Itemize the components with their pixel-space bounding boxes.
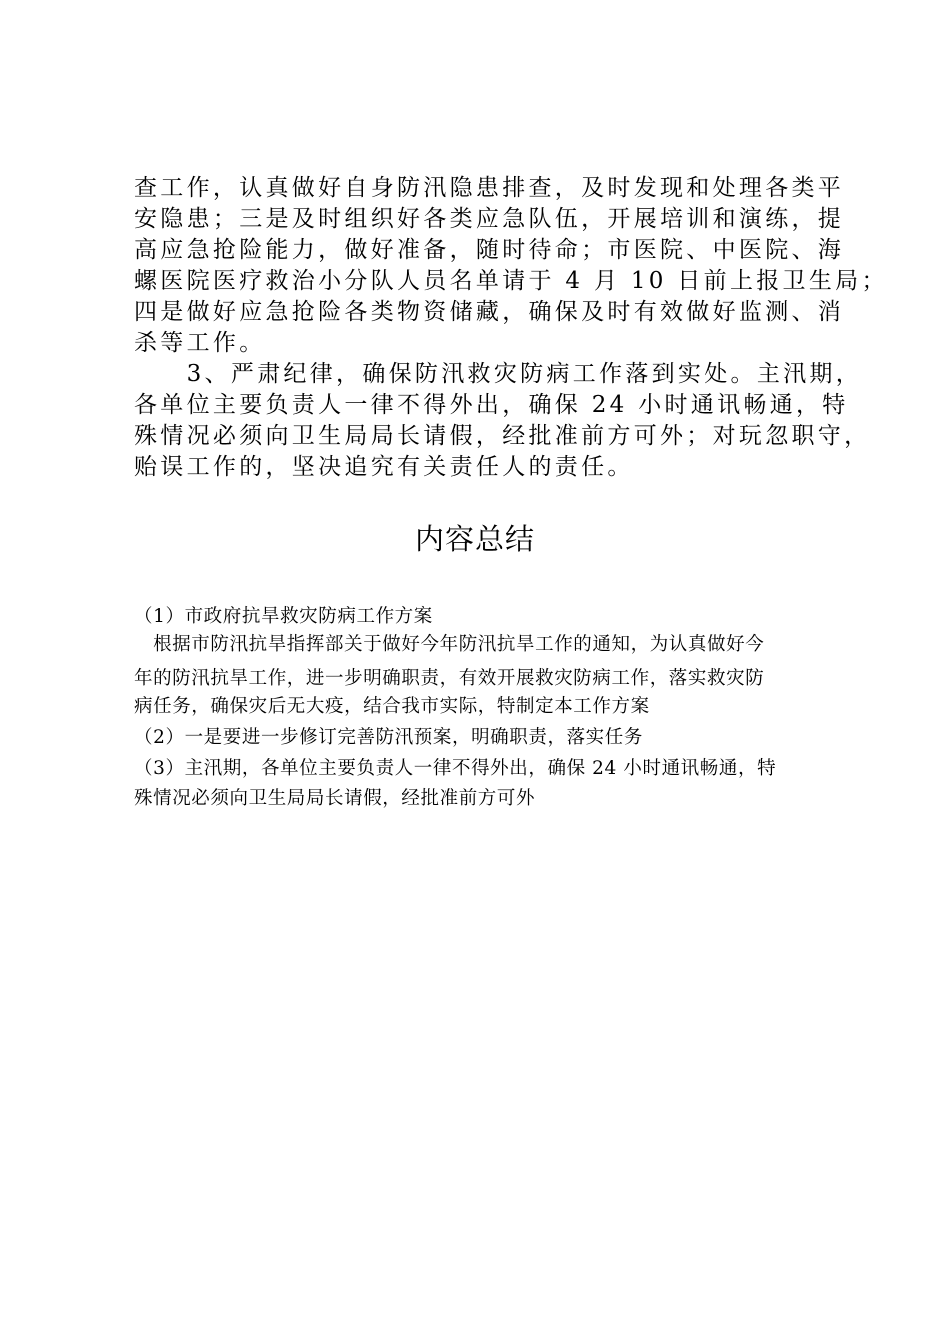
body-line-4: 螺医院医疗救治小分队人员名单请于 4 月 10 日前上报卫生局； — [134, 268, 888, 294]
body-line-9: 殊情况必须向卫生局局长请假，经批准前方可外；对玩忽职守， — [134, 423, 871, 449]
body-line-7: 3、严肃纪律，确保防汛救灾防病工作落到实处。主汛期， — [134, 361, 863, 387]
body-line-1: 查工作，认真做好自身防汛隐患排查，及时发现和处理各类平 — [134, 175, 845, 201]
summary-line-6: （3）主汛期，各单位主要负责人一律不得外出，确保 24 小时通讯畅通，特 — [134, 758, 777, 779]
summary-line-4: 病任务，确保灾后无大疫，结合我市实际，特制定本工作方案 — [134, 696, 650, 717]
summary-line-7: 殊情况必须向卫生局局长请假，经批准前方可外 — [134, 788, 536, 809]
summary-line-2: 根据市防汛抗旱指挥部关于做好今年防汛抗旱工作的通知，为认真做好今 — [134, 634, 765, 655]
body-line-3: 高应急抢险能力，做好准备，随时待命；市医院、中医院、海 — [134, 237, 845, 263]
body-line-10: 贻误工作的，坚决追究有关责任人的责任。 — [134, 454, 634, 480]
summary-line-5: （2）一是要进一步修订完善防汛预案，明确职责，落实任务 — [134, 727, 643, 748]
body-line-6: 杀等工作。 — [134, 330, 266, 356]
body-line-2: 安隐患；三是及时组织好各类应急队伍，开展培训和演练，提 — [134, 206, 845, 232]
body-line-5: 四是做好应急抢险各类物资储藏，确保及时有效做好监测、消 — [134, 299, 845, 325]
body-line-8: 各单位主要负责人一律不得外出，确保 24 小时通讯畅通，特 — [134, 392, 849, 418]
summary-line-1: （1）市政府抗旱救灾防病工作方案 — [134, 606, 433, 627]
summary-line-3: 年的防汛抗旱工作，进一步明确职责，有效开展救灾防病工作，落实救灾防 — [134, 668, 765, 689]
summary-title: 内容总结 — [414, 522, 535, 556]
